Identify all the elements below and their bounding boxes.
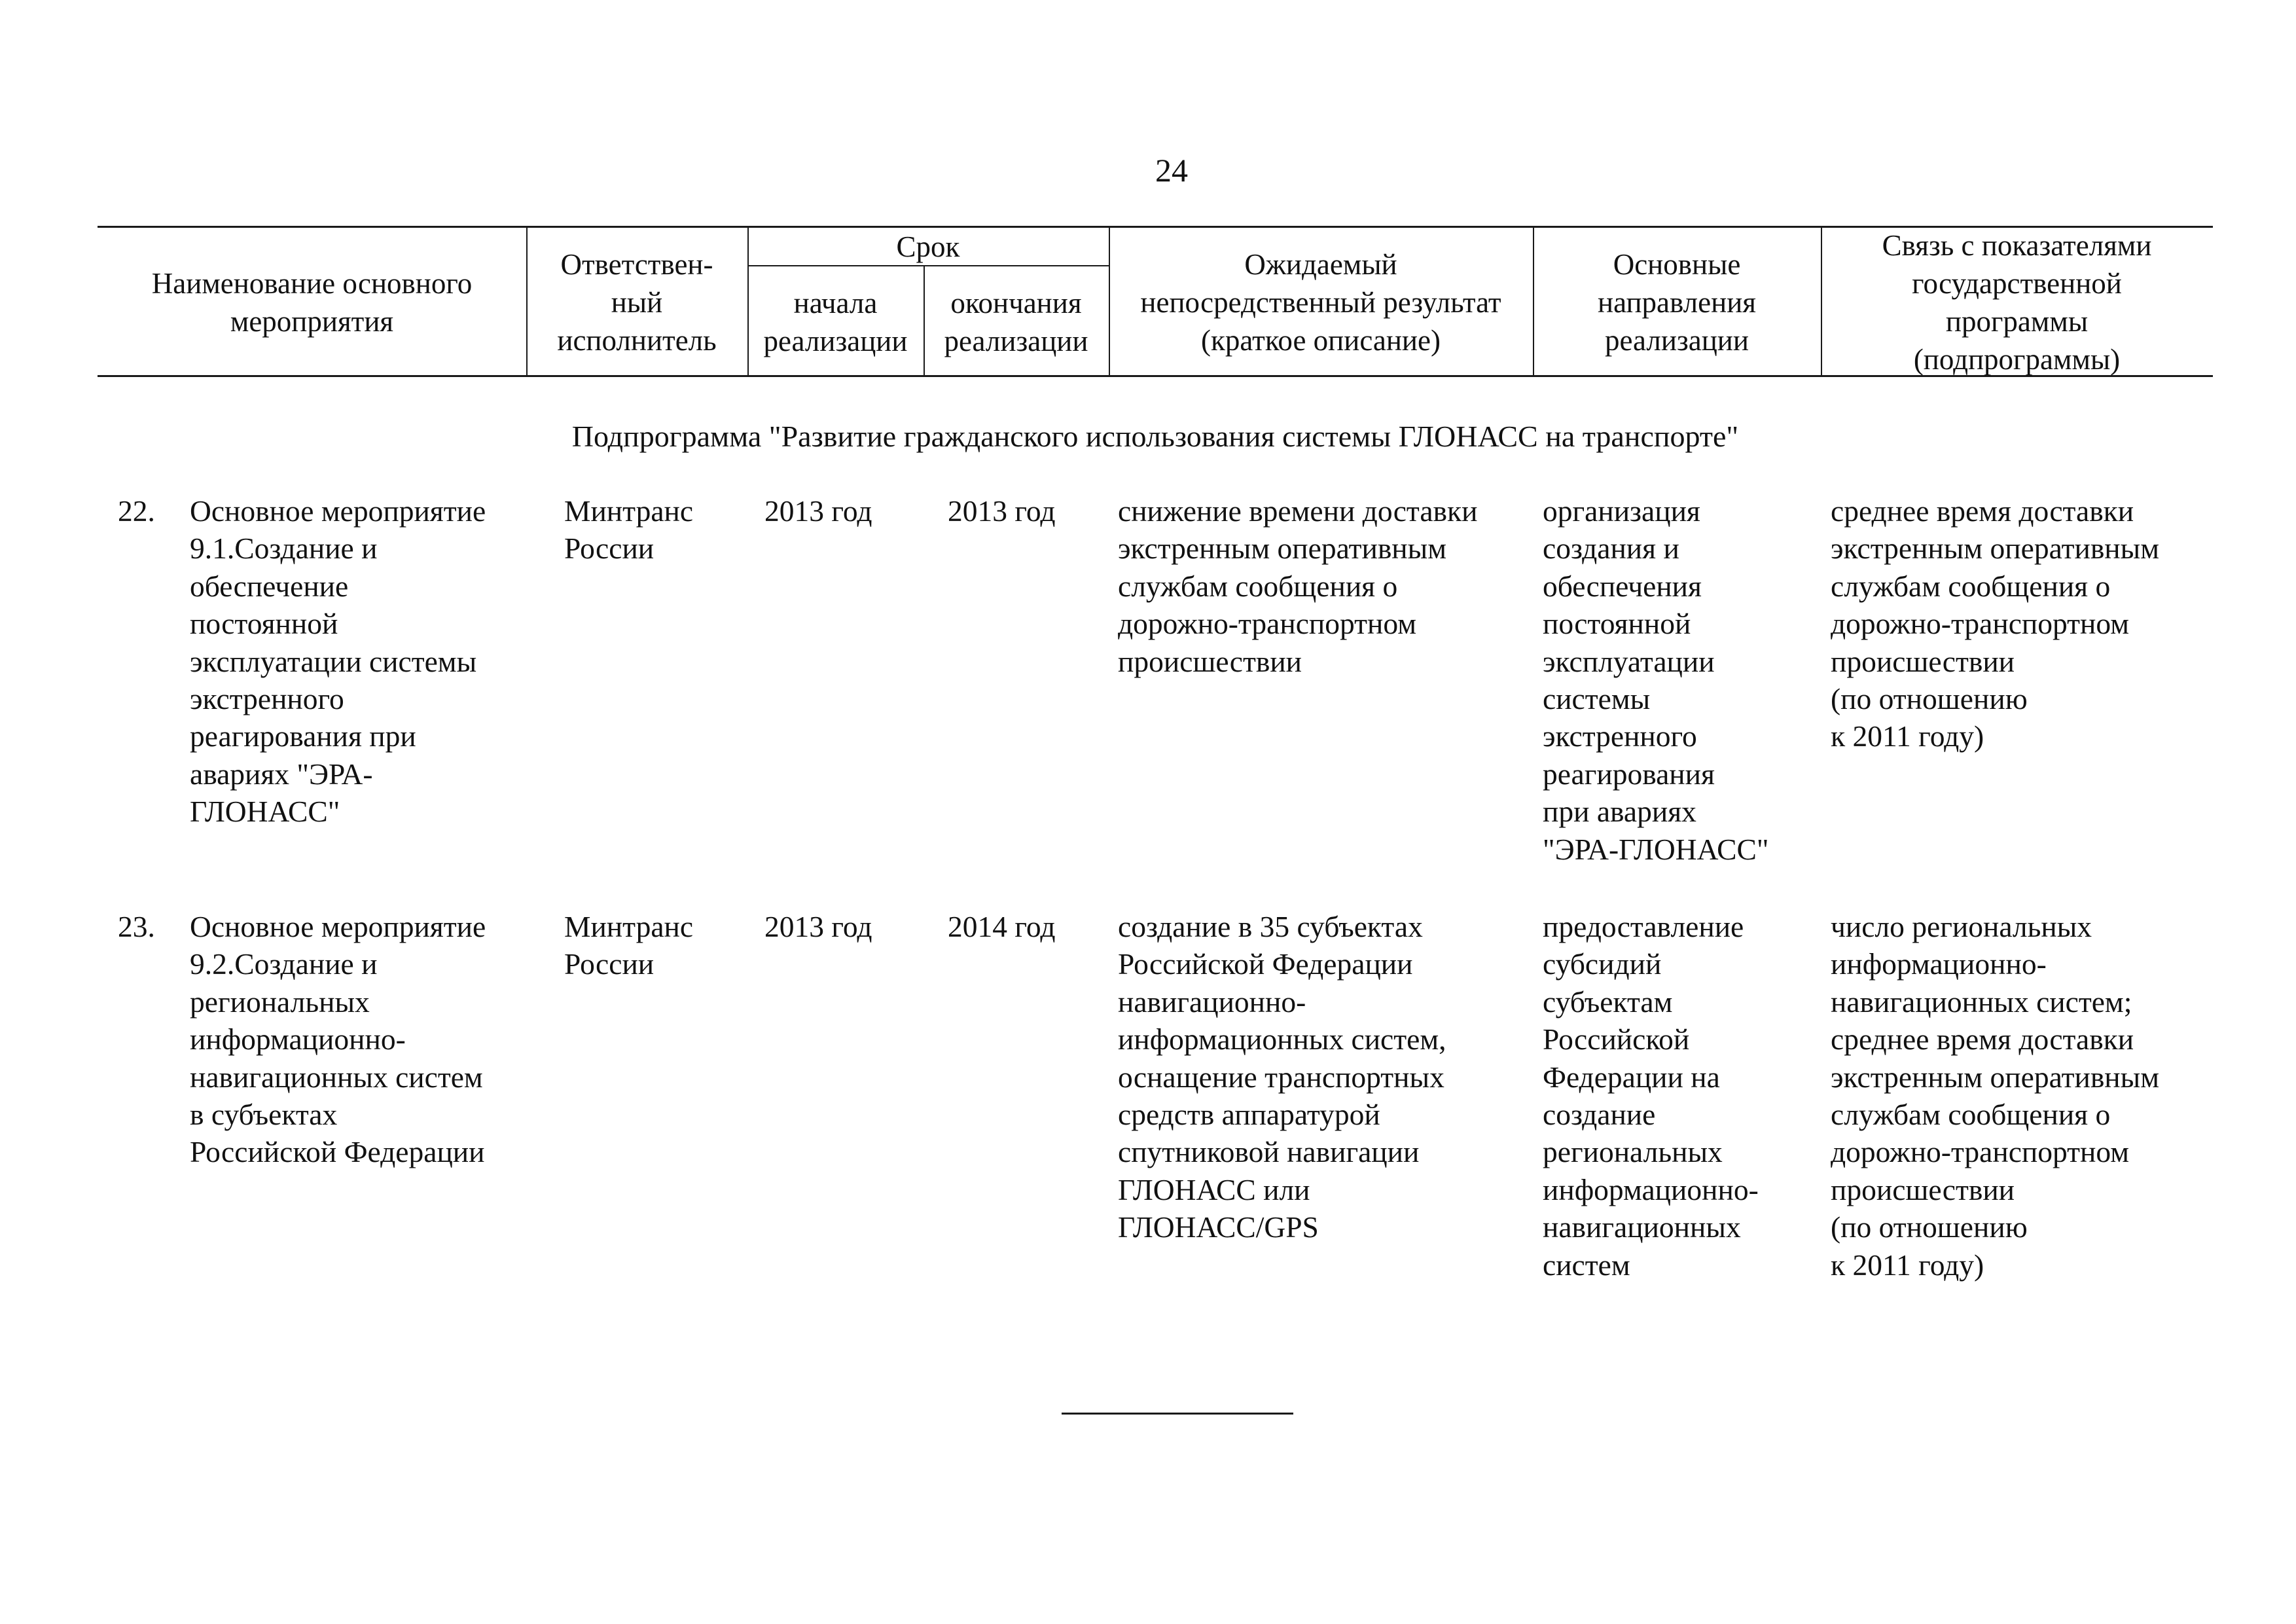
- row-responsible: Минтранс России: [564, 910, 694, 981]
- row-directions: организация создания и обеспечения постоянной эксплуатации системы экстренного реагирования при авариях "ЭРА-ГЛОНАСС": [1543, 494, 1769, 866]
- table-header: [98, 226, 2213, 377]
- header-term-end: окончания реализации: [944, 286, 1088, 357]
- header-responsible: Ответствен- ный исполнитель: [557, 248, 717, 357]
- page-number: 24: [1155, 152, 1188, 189]
- footer-rule: [1062, 1413, 1293, 1415]
- row-indicators: среднее время доставки экстренным оперативным службам сообщения о дорожно-транспортном происшествии (по отношению к 2011 году): [1831, 494, 2160, 753]
- header-directions: Основные направления реализации: [1598, 248, 1756, 357]
- row-start-year: 2013 год: [764, 494, 872, 528]
- row-indicators: число региональных информационно- навигационных систем; среднее время доставки экстренным оперативным службам сообщения о дорожно-транспортном происшествии (по отношению к 2011 году): [1831, 910, 2160, 1282]
- row-activity-name: Основное мероприятие 9.1.Создание и обеспечение постоянной эксплуатации системы экстренного реагирования при авариях "ЭРА- ГЛОНАСС": [190, 494, 486, 829]
- header-result: Ожидаемый непосредственный результат (краткое описание): [1140, 248, 1501, 357]
- row-number: 23.: [118, 910, 155, 943]
- row-responsible: Минтранс России: [564, 494, 694, 566]
- row-number: 22.: [118, 494, 155, 528]
- subprogram-title: Подпрограмма "Развитие гражданского использования системы ГЛОНАСС на транспорте": [571, 420, 1739, 453]
- row-activity-name: Основное мероприятие 9.2.Создание и региональных информационно- навигационных систем в субъектах Российской Федерации: [190, 910, 486, 1169]
- row-end-year: 2014 год: [948, 910, 1056, 943]
- header-name: Наименование основного мероприятия: [151, 267, 473, 338]
- header-term-start: начала реализации: [763, 286, 908, 357]
- row-start-year: 2013 год: [764, 910, 872, 943]
- row-end-year: 2013 год: [948, 494, 1056, 528]
- header-link: Связь с показателями государственной программы (подпрограммы): [1882, 229, 2152, 376]
- row-expected-result: создание в 35 субъектах Российской Федерации навигационно- информационных систем, оснащение транспортных средств аппаратурой спутниковой навигации ГЛОНАСС или ГЛОНАСС/GPS: [1118, 910, 1446, 1244]
- header-term: Срок: [896, 230, 960, 263]
- row-expected-result: снижение времени доставки экстренным оперативным службам сообщения о дорожно-транспортном происшествии: [1118, 494, 1478, 678]
- row-directions: предоставление субсидий субъектам Российской Федерации на создание региональных информационно- навигационных систем: [1543, 910, 1759, 1282]
